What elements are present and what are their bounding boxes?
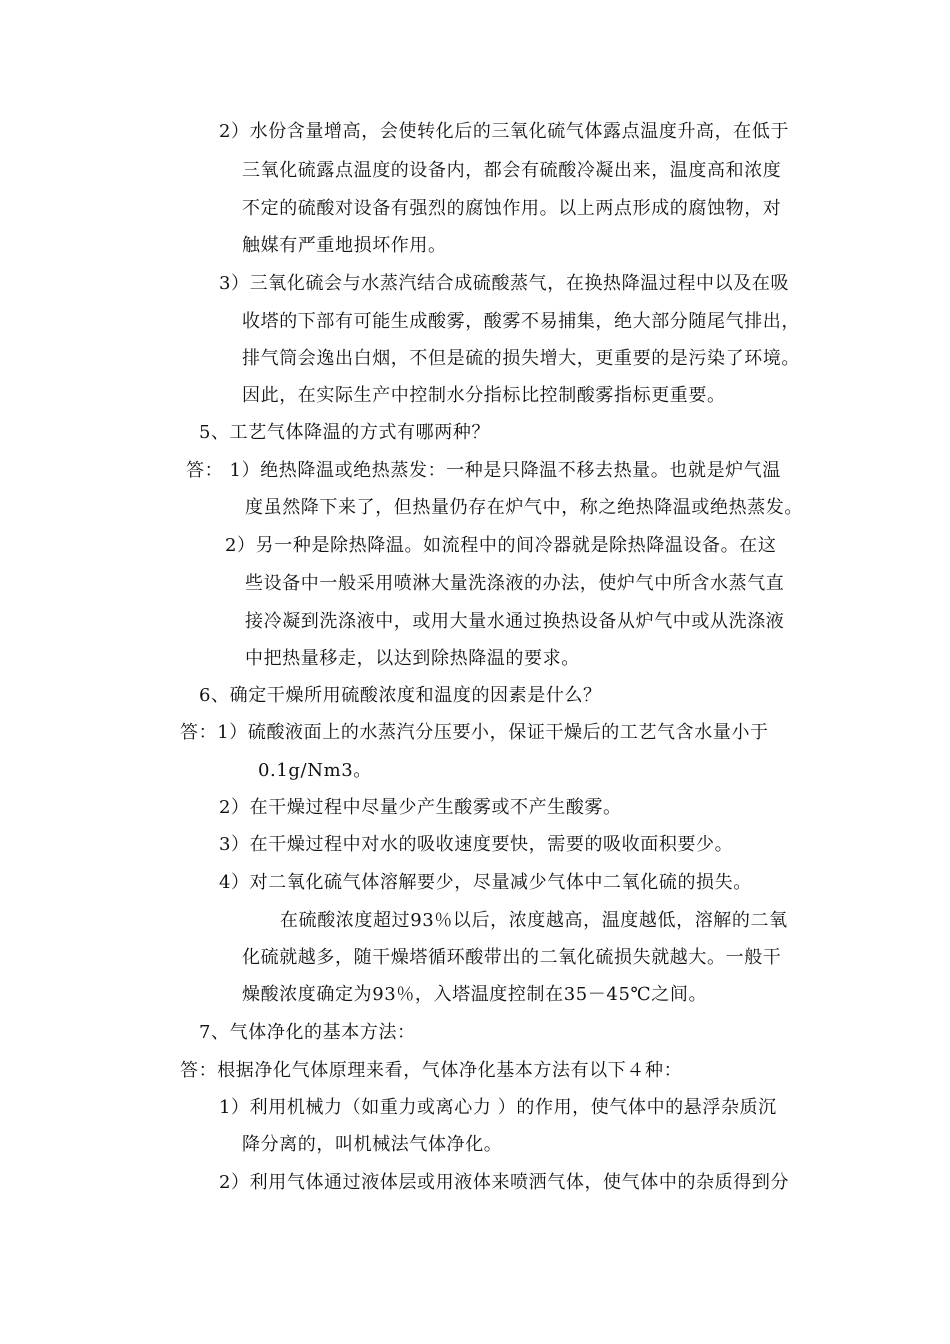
text-line: 3）在干燥过程中对水的吸收速度要快，需要的吸收面积要少。 <box>219 834 734 855</box>
text-line: 因此，在实际生产中控制水分指标比控制酸雾指标更重要。 <box>242 385 726 406</box>
answer-line: 答：根据净化气体原理来看，气体净化基本方法有以下４种： <box>180 1060 683 1081</box>
text-line: 排气筒会逸出白烟，不但是硫的损失增大，更重要的是污染了环境。 <box>242 348 800 369</box>
text-line: 2）利用气体通过液体层或用液体来喷洒气体，使气体中的杂质得到分 <box>219 1172 790 1193</box>
text-line: 接冷凝到洗涤液中，或用大量水通过换热设备从炉气中或从洗涤液 <box>245 611 785 632</box>
text-line: 降分离的，叫机械法气体净化。 <box>242 1134 503 1155</box>
answer-line: 答： 1）绝热降温或绝热蒸发：一种是只降温不移去热量。也就是炉气温 <box>186 460 781 481</box>
text-line: 度虽然降下来了，但热量仍存在炉气中，称之绝热降温或绝热蒸发。 <box>245 497 803 518</box>
text-line: 燥酸浓度确定为93％，入塔温度控制在35－45℃之间。 <box>242 984 708 1005</box>
text-line: 2）另一种是除热降温。如流程中的间冷器就是除热降温设备。在这 <box>225 535 777 556</box>
text-line: 2）水份含量增高，会使转化后的三氧化硫气体露点温度升高，在低于 <box>219 121 790 142</box>
question-heading: 5、工艺气体降温的方式有哪两种？ <box>199 422 491 443</box>
text-line: 0.1g/Nm3。 <box>258 760 372 781</box>
answer-line: 答：1）硫酸液面上的水蒸汽分压要小，保证干燥后的工艺气含水量小于 <box>180 722 769 743</box>
text-line: 些设备中一般采用喷淋大量洗涤液的办法，使炉气中所含水蒸气直 <box>245 573 785 594</box>
text-line: 化硫就越多，随干燥塔循环酸带出的二氧化硫损失就越大。一般干 <box>242 947 782 968</box>
text-line: 1）利用机械力（如重力或离心力 ）的作用，使气体中的悬浮杂质沉 <box>219 1097 777 1118</box>
question-heading: 6、确定干燥所用硫酸浓度和温度的因素是什么？ <box>199 685 602 706</box>
text-line: 2）在干燥过程中尽量少产生酸雾或不产生酸雾。 <box>219 797 622 818</box>
text-line: 4）对二氧化硫气体溶解要少，尽量减少气体中二氧化硫的损失。 <box>219 872 752 893</box>
text-line: 中把热量移走，以达到除热降温的要求。 <box>245 648 580 669</box>
text-line: 触媒有严重地损坏作用。 <box>242 235 447 256</box>
question-heading: 7、气体净化的基本方法： <box>199 1022 416 1043</box>
text-line: 3）三氧化硫会与水蒸汽结合成硫酸蒸气，在换热降温过程中以及在吸 <box>219 273 790 294</box>
text-line: 不定的硫酸对设备有强烈的腐蚀作用。以上两点形成的腐蚀物，对 <box>242 198 782 219</box>
text-line: 收塔的下部有可能生成酸雾，酸雾不易捕集，绝大部分随尾气排出， <box>242 311 800 332</box>
text-line: 三氧化硫露点温度的设备内，都会有硫酸冷凝出来，温度高和浓度 <box>242 160 782 181</box>
text-line: 在硫酸浓度超过93％以后，浓度越高，温度越低，溶解的二氧 <box>280 910 788 931</box>
